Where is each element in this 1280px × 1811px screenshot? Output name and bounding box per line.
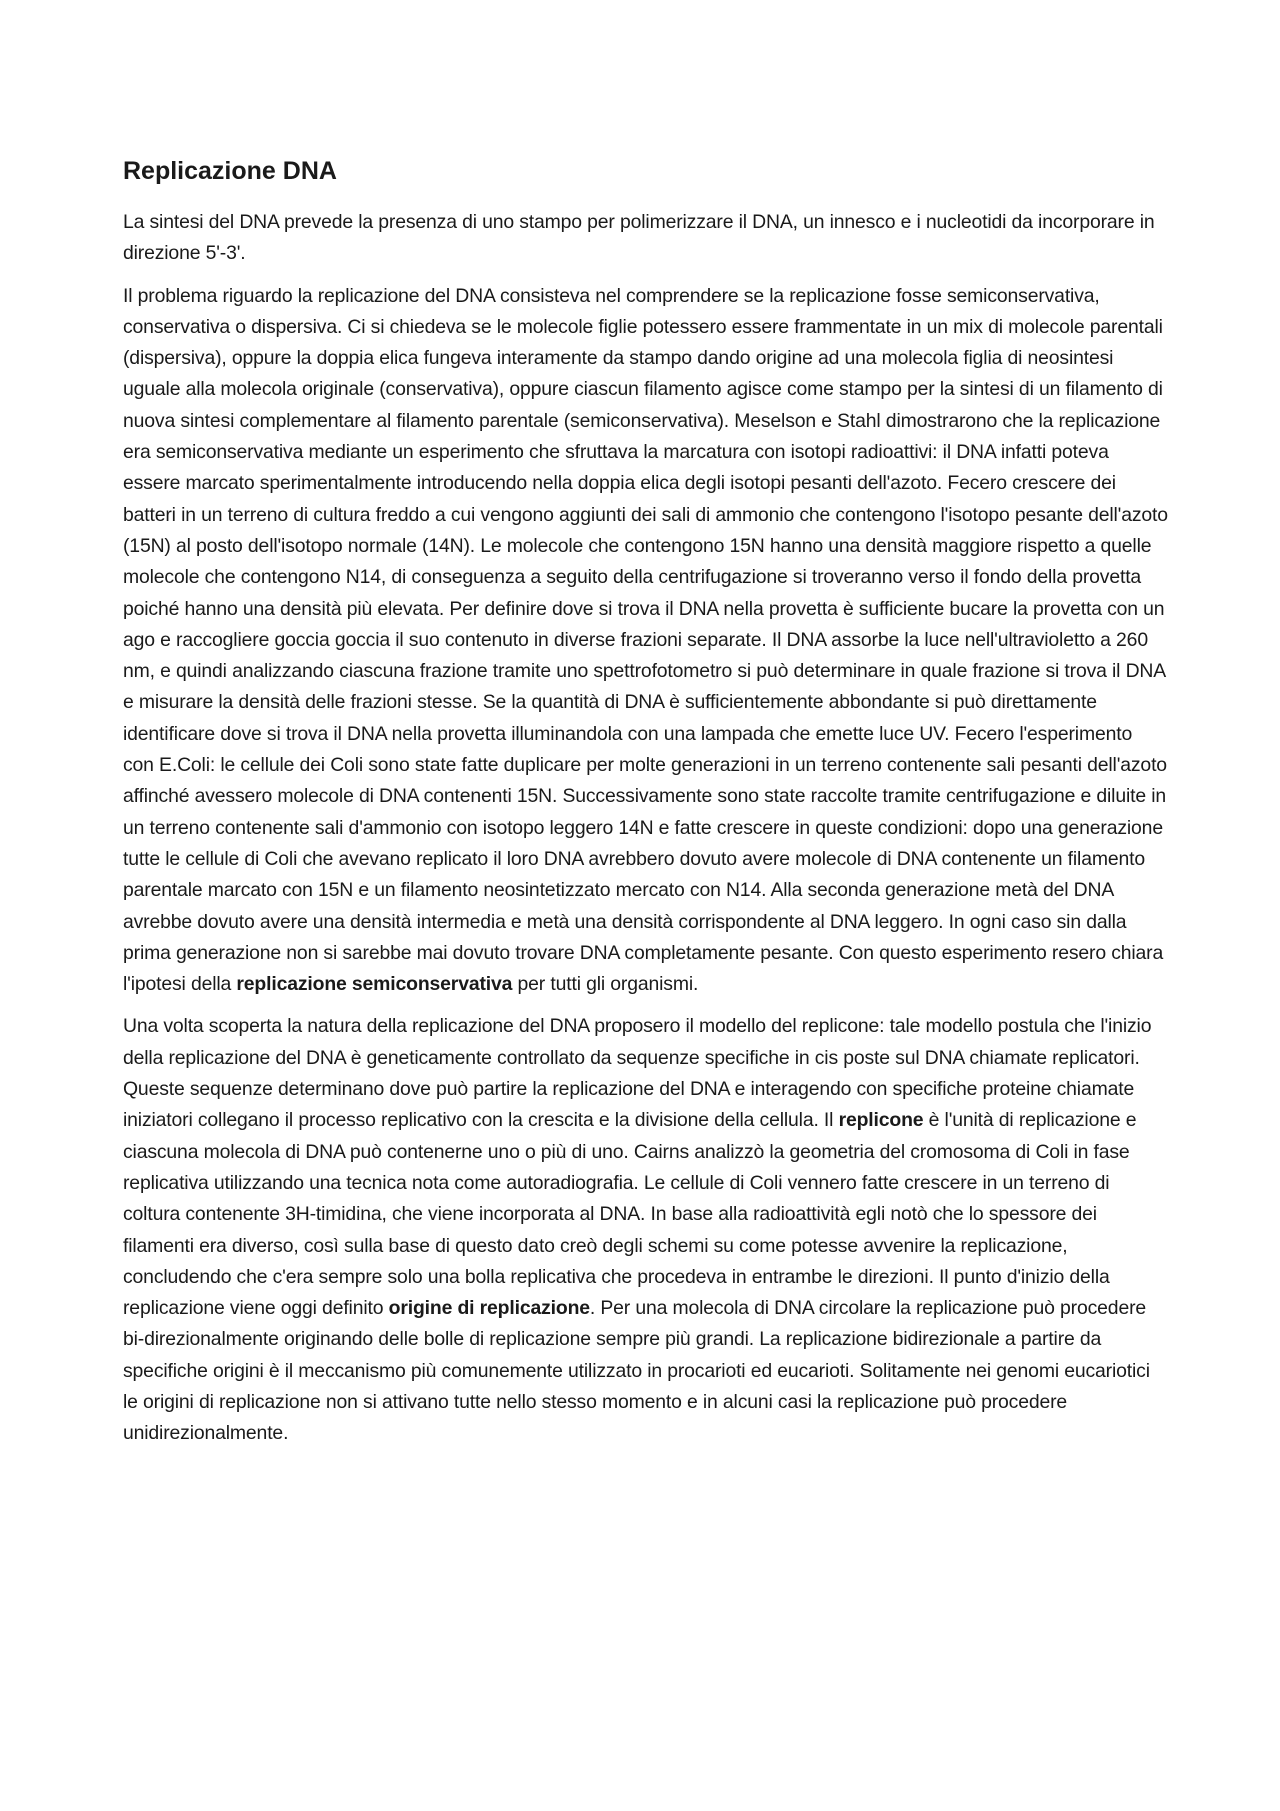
- paragraph-meselson-stahl: [123, 281, 1168, 1001]
- paragraph-text: Il problema riguardo la replicazione del DNA consisteva nel comprendere se la replicazione fosse semiconservativa, conservativa o dispersiva. Ci si chiedeva se le molecole figlie potessero essere frammentate in un mix di molecole parentali (dispersiva), oppure la doppia elica fungeva interamente da stampo dando origine ad una molecola figlia di neosintesi uguale alla molecola originale (conservativa), oppure ciascun filamento agisce come stampo per la sintesi di un filamento di nuova sintesi complementare al filamento parentale (semiconservativa). Meselson e Stahl dimostrarono che la replicazione era semiconservativa mediante un esperimento che sfruttava la marcatura con isotopi radioattivi: il DNA infatti poteva essere marcato sperimentalmente introducendo nella doppia elica degli isotopi pesanti dell'azoto. Fecero crescere dei batteri in un terreno di cultura freddo a cui vengono aggiunti dei sali di ammonio che contengono l'isotopo pesante dell'azoto (15N) al posto dell'isotopo normale (14N). Le molecole che contengono 15N hanno una densità maggiore rispetto a quelle molecole che contengono N14, di conseguenza a seguito della centrifugazione si troveranno verso il fondo della provetta poiché hanno una densità più elevata. Per definire dove si trova il DNA nella provetta è sufficiente bucare la provetta con un ago e raccogliere goccia goccia il suo contenuto in diverse frazioni separate. Il DNA assorbe la luce nell'ultravioletto a 260 nm, e quindi analizzando ciascuna frazione tramite uno spettrofotometro si può determinare in quale frazione si trova il DNA e misurare la densità delle frazioni stesse. Se la quantità di DNA è sufficientemente abbondante si può direttamente identificare dove si trova il DNA nella provetta illuminandola con una lampada che emette luce UV. Fecero l'esperimento con E.Coli: le cellule dei Coli sono state fatte duplicare per molte generazioni in un terreno contenente sali pesanti dell'azoto affinché avessero molecole di DNA contenenti 15N. Successivamente sono state raccolte tramite centrifugazione e diluite in un terreno contenente sali d'ammonio con isotopo leggero 14N e fatte crescere in queste condizioni: dopo una generazione tutte le cellule di Coli che avevano replicato il loro DNA avrebbero dovuto avere molecole di DNA contenente un filamento parentale marcato con 15N e un filamento neosintetizzato mercato con N14. Alla seconda generazione metà del DNA avrebbe dovuto avere una densità intermedia e metà una densità corrispondente al DNA leggero. In ogni caso sin dalla prima generazione non si sarebbe mai dovuto trovare DNA completamente pesante. Con questo esperimento resero chiara l'ipotesi della: [123, 284, 1168, 996]
- bold-term-semiconservativa: replicazione semiconservativa: [236, 973, 513, 996]
- document-title: Replicazione DNA: [123, 157, 337, 185]
- bold-term-replicone: replicone: [838, 1109, 924, 1132]
- paragraph-text: Una volta scoperta la natura della replicazione del DNA proposero il modello del replicone: tale modello postula che l'inizio della replicazione del DNA è geneticamente controllato da sequenze specifiche in cis poste sul DNA chiamate replicatori. Queste sequenze determinano dove può partire la replicazione del DNA e interagendo con specifiche proteine chiamate iniziatori collegano il processo replicativo con la crescita e la divisione della cellula. Il: [123, 1015, 1152, 1132]
- bold-term-origine: origine di replicazione: [388, 1297, 590, 1320]
- paragraph-replicone: [123, 1011, 1168, 1449]
- paragraph-intro: La sintesi del DNA prevede la presenza di uno stampo per polimerizzare il DNA, un innesco e i nucleotidi da incorporare in direzione 5'-3'.: [123, 211, 1155, 265]
- paragraph-text: . Per una molecola di DNA circolare la replicazione può procedere bi-direzionalmente originando delle bolle di replicazione sempre più grandi. La replicazione bidirezionale a partire da specifiche origini è il meccanismo più comunemente utilizzato in procarioti ed eucarioti. Solitamente nei genomi eucariotici le origini di replicazione non si attivano tutte nello stesso momento e in alcuni casi la replicazione può procedere unidirezionalmente.: [123, 1297, 1150, 1445]
- paragraph-text: per tutti gli organismi.: [512, 973, 699, 996]
- document-page: [123, 155, 1168, 1461]
- paragraph-text: è l'unità di replicazione e ciascuna molecola di DNA può contenerne uno o più di uno. Cairns analizzò la geometria del cromosoma di Coli in fase replicativa utilizzando una tecnica nota come autoradiografia. Le cellule di Coli vennero fatte crescere in un terreno di coltura contenente 3H-timidina, che viene incorporata al DNA. In base alla radioattività egli notò che lo spessore dei filamenti era diverso, così sulla base di questo dato creò degli schemi su come potesse avvenire la replicazione, concludendo che c'era sempre solo una bolla replicativa che procedeva in entrambe le direzioni. Il punto d'inizio della replicazione viene oggi definito: [123, 1109, 1137, 1320]
